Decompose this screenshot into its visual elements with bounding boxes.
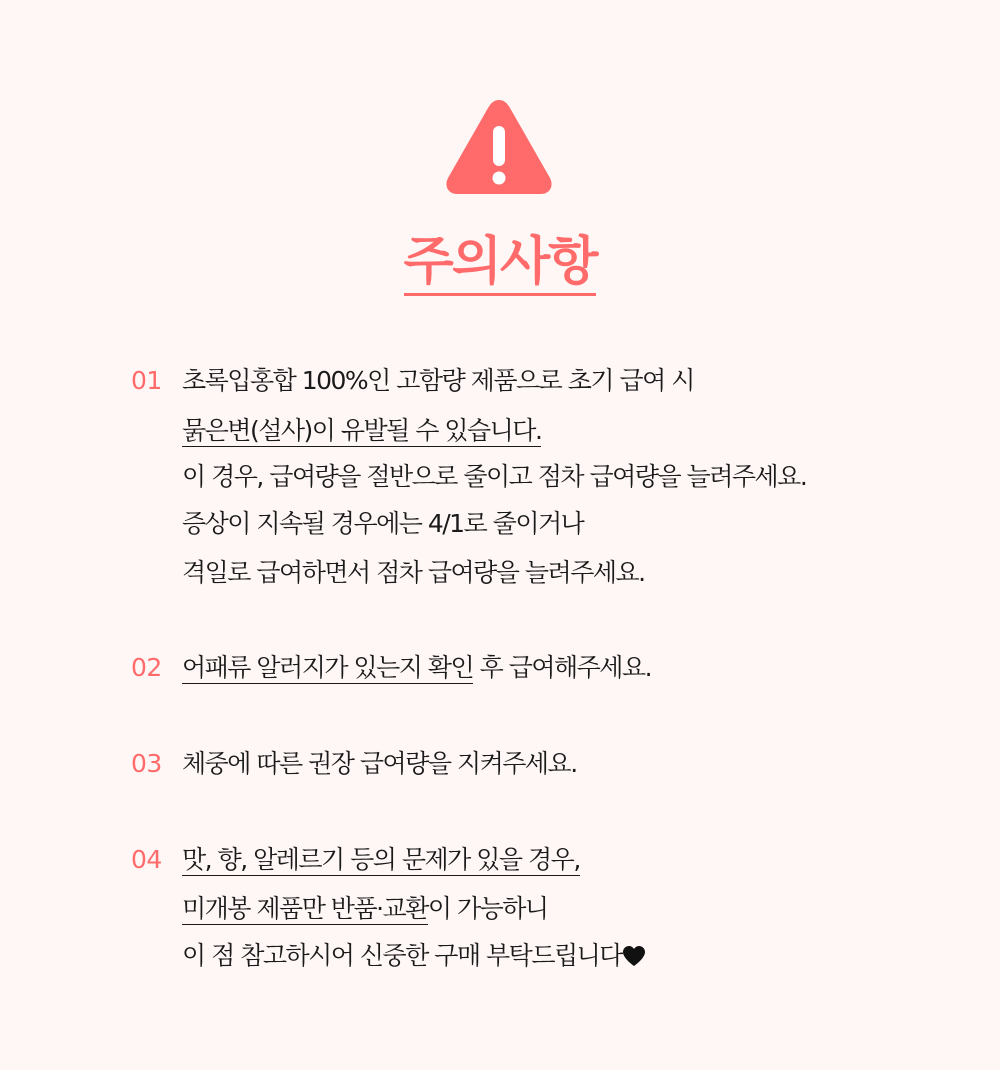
item-line: 초록입홍합 100%인 고함량 제품으로 초기 급여 시 — [182, 366, 694, 395]
underlined-text: 어패류 알러지가 있는지 확인 — [182, 653, 474, 682]
item-text: 이 점 참고하시어 신중한 구매 부탁드립니다 — [182, 941, 622, 970]
item-line — [182, 653, 651, 683]
item-text: 이 가능하니 — [427, 894, 548, 923]
underlined-text: 묽은변(설사)이 유발될 수 있습니다. — [182, 416, 542, 445]
item-number: 03 — [131, 749, 162, 778]
item-line: 이 경우, 급여량을 절반으로 줄이고 점차 급여량을 늘려주세요. — [182, 462, 807, 491]
item-line: 격일로 급여하면서 점차 급여량을 늘려주세요. — [182, 558, 645, 587]
item-number: 01 — [131, 366, 162, 395]
item-line: 체중에 따른 권장 급여량을 지켜주세요. — [182, 749, 577, 778]
heart-icon — [622, 945, 646, 967]
item-line: 증상이 지속될 경우에는 4/1로 줄이거나 — [182, 509, 584, 538]
item-number: 04 — [131, 845, 162, 874]
item-line — [182, 941, 646, 971]
item-line-underlined — [182, 416, 541, 446]
underlined-text: 맛, 향, 알레르기 등의 문제가 있을 경우, — [182, 845, 580, 874]
warning-icon — [444, 96, 554, 198]
item-line-underlined — [182, 845, 580, 875]
page-title-text: 주의사항 — [404, 231, 597, 296]
item-text: 후 급여해주세요. — [473, 653, 652, 682]
page-title — [0, 230, 1000, 296]
underlined-text: 미개봉 제품만 반품·교환 — [182, 894, 428, 923]
item-number: 02 — [131, 653, 162, 682]
item-line — [182, 894, 548, 924]
